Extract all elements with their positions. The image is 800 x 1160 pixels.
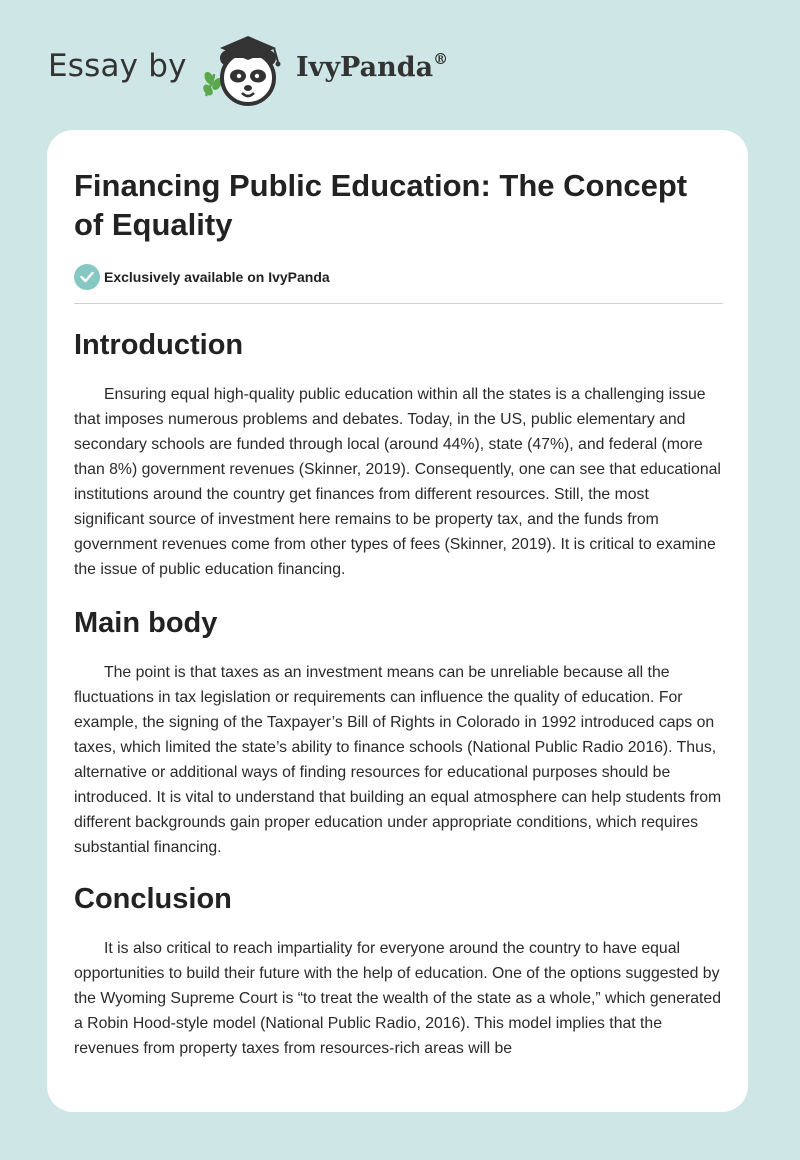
brand-name[interactable]: IvyPanda® [296,50,449,83]
registered-mark: ® [433,50,449,68]
section-paragraph: The point is that taxes as an investment means can be unreliable because all the fluctuations in tax legislation or requirements can influence the quality of education. For example, the signing of the Taxpayer’s Bill of Rights in Colorado in 1992 introduced caps on taxes, which limited the state’s ability to finance schools (National Public Radio 2016). Thus, alternative or additional ways of finding resources for educational purposes should be introduced. It is vital to understand that building an equal atmosphere can help students from different backgrounds gain proper education under appropriate conditions, which requires substantial financing. [74,664,722,856]
brand-header [48,34,468,114]
brand-prefix: Essay by [48,48,187,84]
section-introduction [74,328,723,582]
page-title: Financing Public Education: The Concept of Equality [74,168,688,242]
exclusive-badge-text: Exclusively available on IvyPanda [104,269,330,285]
section-paragraph: Ensuring equal high-quality public education within all the states is a challenging issue that imposes numerous problems and debates. Today, in the US, public elementary and secondary schools are funded through local (around 44%), state (47%), and federal (more than 8%) government revenues (Skinner, 2019). Consequently, one can see that educational institutions around the country get finances from different resources. Still, the most significant source of investment here remains to be property tax, and the funds from government revenues come from other types of fees (Skinner, 2019). It is critical to examine the issue of public education financing. [74,386,721,578]
panda-graduate-icon[interactable] [200,34,296,110]
essay-card [47,130,748,1112]
section-paragraph: It is also critical to reach impartiality for everyone around the country to have equal opportunities to build their future with the help of education. One of the options suggested by the Wyoming Supreme Court is “to treat the wealth of the state as a whole,” which generated a Robin Hood-style model (National Public Radio, 2016). This model implies that the revenues from property taxes from resources-rich areas will be [74,940,721,1057]
section-main-body [74,606,723,860]
section-heading: Introduction [74,329,244,361]
check-circle-icon [74,264,100,290]
section-conclusion [74,882,723,1061]
divider [74,303,723,304]
section-heading: Main body [74,607,218,639]
section-heading: Conclusion [74,883,232,915]
